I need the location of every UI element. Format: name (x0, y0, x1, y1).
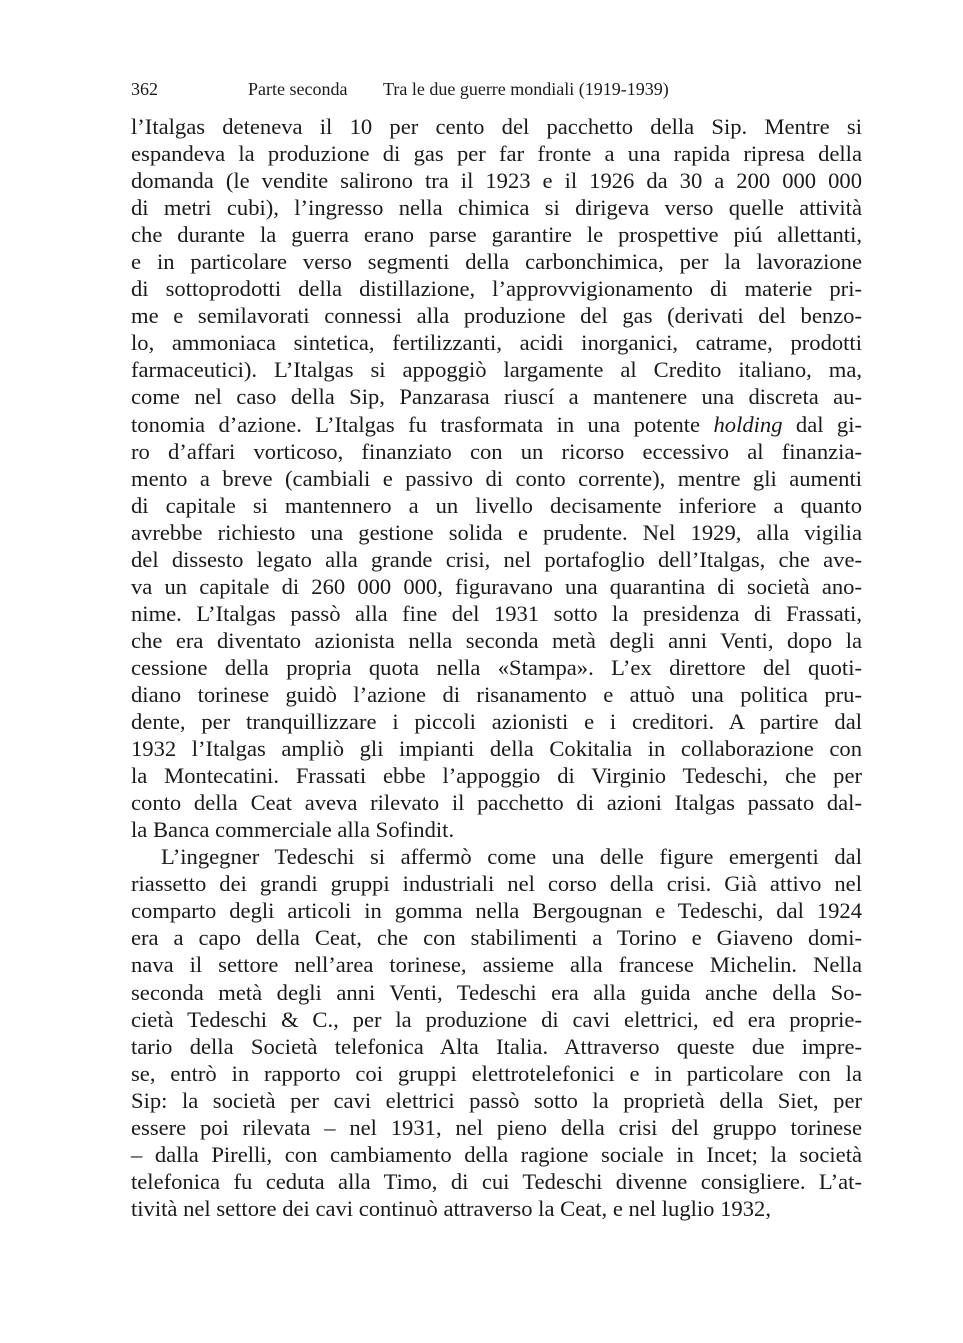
paragraph (131, 113, 862, 843)
text-line: essere poi rilevata – nel 1931, nel pieno della crisi del gruppo torinese (131, 1114, 862, 1140)
text-line: la Montecatini. Frassati ebbe l’appoggio di Virginio Tedeschi, che per (131, 763, 862, 789)
text-line: che era diventato azionista nella seconda metà degli anni Venti, dopo la (131, 627, 862, 653)
text-line: 1932 l’Italgas ampliò gli impianti della Cokitalia in collaborazione con (131, 736, 862, 762)
text-line: come nel caso della Sip, Panzarasa riuscí a mantenere una discreta au- (131, 384, 862, 410)
text-line: seconda metà degli anni Venti, Tedeschi era alla guida anche della So- (131, 979, 862, 1005)
paragraph (131, 843, 862, 1222)
text-line: espandeva la produzione di gas per far fronte a una rapida ripresa della (131, 141, 862, 167)
text-line: di metri cubi), l’ingresso nella chimica si dirigeva verso quelle attività (131, 195, 862, 221)
text-line (131, 411, 862, 438)
body-text (131, 113, 862, 1222)
text-line: Sip: la società per cavi elettrici passò sotto la proprietà della Siet, per (131, 1087, 862, 1113)
text-segment: dal gi- (782, 411, 862, 437)
text-line: comparto degli articoli in gomma nella Bergougnan e Tedeschi, dal 1924 (131, 898, 862, 924)
text-line: nime. L’Italgas passò alla fine del 1931 sotto la presidenza di Frassati, (131, 600, 862, 626)
part-label: Parte seconda (248, 79, 348, 99)
text-line: di sottoprodotti della distillazione, l’approvvigionamento di materie pri- (131, 276, 862, 302)
text-line: mento a breve (cambiali e passivo di conto corrente), mentre gli aumenti (131, 465, 862, 491)
text-line: tività nel settore dei cavi continuò attraverso la Ceat, e nel luglio 1932, (131, 1195, 771, 1221)
text-line: va un capitale di 260 000 000, figuravano una quarantina di società ano- (131, 573, 862, 599)
text-line: nava il settore nell’area torinese, assieme alla francese Michelin. Nella (131, 952, 862, 978)
text-line: L’ingegner Tedeschi si affermò come una delle figure emergenti dal (161, 844, 862, 870)
text-line: telefonica fu ceduta alla Timo, di cui Tedeschi divenne consigliere. L’at- (131, 1168, 862, 1194)
section-title: Tra le due guerre mondiali (1919-1939) (383, 79, 669, 99)
text-line: domanda (le vendite salirono tra il 1923 e il 1926 da 30 a 200 000 000 (131, 168, 862, 194)
text-line: se, entrò in rapporto coi gruppi elettrotelefonici e in particolare con la (131, 1060, 862, 1086)
text-line: tario della Società telefonica Alta Italia. Attraverso queste due impre- (131, 1033, 862, 1059)
page-number: 362 (131, 79, 158, 99)
text-line: conto della Ceat aveva rilevato il pacchetto di azioni Italgas passato dal- (131, 790, 862, 816)
text-line: avrebbe richiesto una gestione solida e prudente. Nel 1929, alla vigilia (131, 519, 862, 545)
text-line: me e semilavorati connessi alla produzione del gas (derivati del benzo- (131, 303, 862, 329)
text-line: cessione della propria quota nella «Stampa». L’ex direttore del quoti- (131, 654, 862, 680)
text-line: e in particolare verso segmenti della carbonchimica, per la lavorazione (131, 249, 862, 275)
text-line: riassetto dei grandi gruppi industriali nel corso della crisi. Già attivo nel (131, 871, 862, 897)
text-segment: tonomia d’azione. L’Italgas fu trasformata in una potente (131, 411, 714, 437)
text-line: ro d’affari vorticoso, finanziato con un ricorso eccessivo al finanzia- (131, 438, 862, 464)
text-line: cietà Tedeschi & C., per la produzione di cavi elettrici, ed era proprie- (131, 1006, 862, 1032)
text-line: farmaceutici). L’Italgas si appoggiò largamente al Credito italiano, ma, (131, 357, 862, 383)
text-line: dente, per tranquillizzare i piccoli azionisti e i creditori. A partire dal (131, 709, 862, 735)
text-line: di capitale si mantennero a un livello decisamente inferiore a quanto (131, 492, 862, 518)
text-line: la Banca commerciale alla Sofindit. (131, 817, 455, 843)
text-line: era a capo della Ceat, che con stabilimenti a Torino e Giaveno domi- (131, 925, 862, 951)
text-line: che durante la guerra erano parse garantire le prospettive piú allettanti, (131, 222, 862, 248)
running-header (131, 77, 862, 101)
italic-term: holding (713, 411, 783, 437)
text-line: – dalla Pirelli, con cambiamento della ragione sociale in Incet; la società (131, 1141, 862, 1167)
text-line: diano torinese guidò l’azione di risanamento e attuò una politica pru- (131, 681, 862, 707)
text-line: del dissesto legato alla grande crisi, nel portafoglio dell’Italgas, che ave- (131, 546, 862, 572)
text-line: l’Italgas deteneva il 10 per cento del pacchetto della Sip. Mentre si (131, 114, 862, 139)
text-line: lo, ammoniaca sintetica, fertilizzanti, acidi inorganici, catrame, prodotti (131, 330, 862, 356)
